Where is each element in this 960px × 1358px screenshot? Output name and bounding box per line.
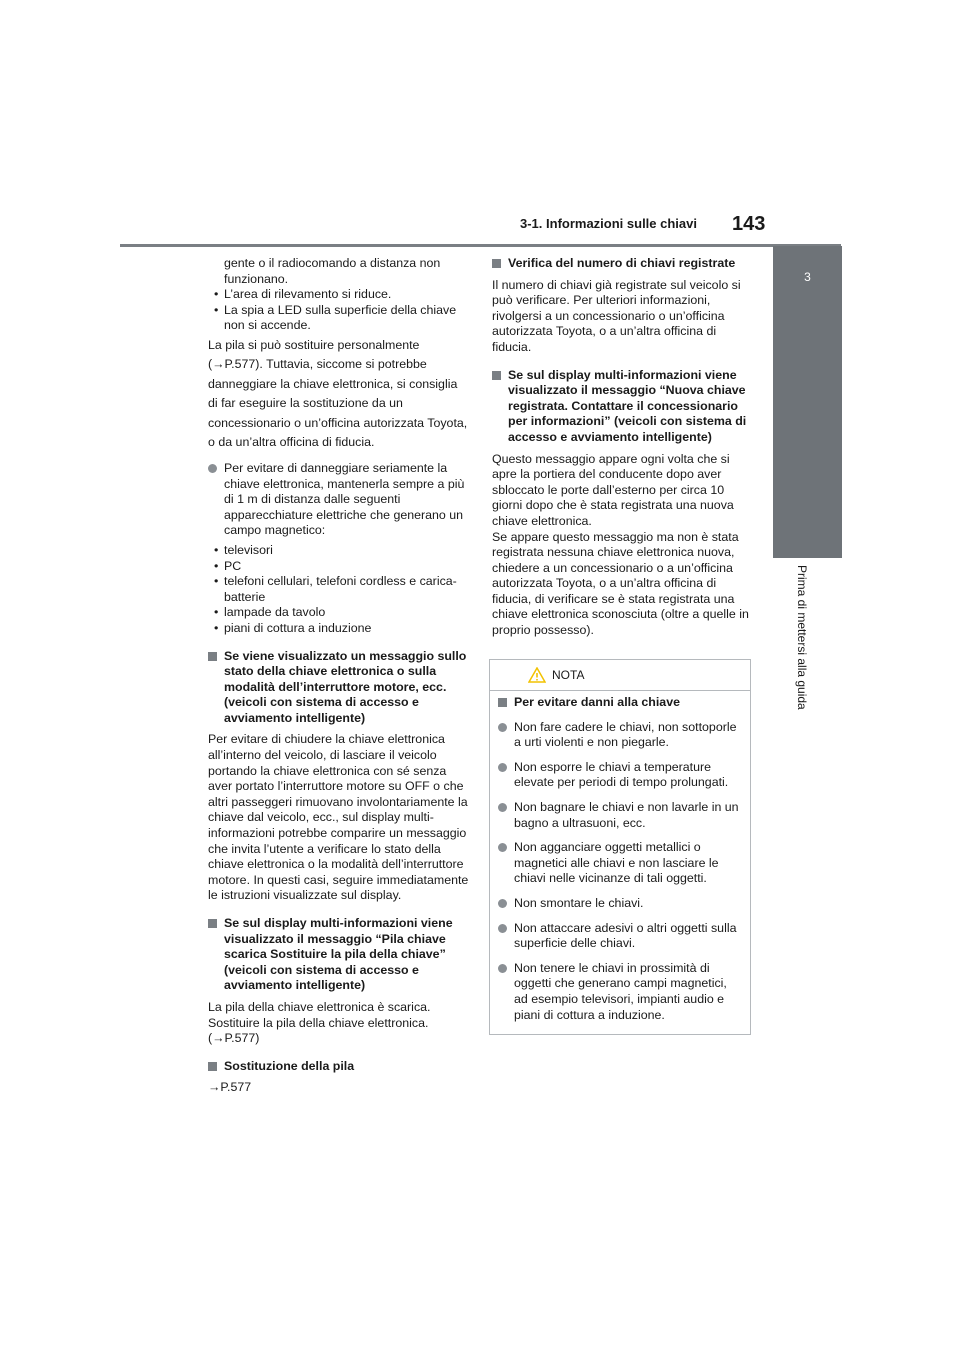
section-heading-text: Se sul display multi-informazioni viene visualizzato il messaggio “Pila chiave scarica Sostituire la pila della chiave” (veicoli con sistema di accesso e avviamento intelligente): [224, 916, 453, 993]
list-item: • L’area di rilevamento si riduce.: [208, 287, 470, 303]
section-heading-text: Se sul display multi-informazioni viene visualizzato il messaggio “Nuova chiave registrata. Contattare il concessionario per informazioni” (veicoli con sistema di accesso e avviamento intelligente): [508, 367, 747, 444]
circle-bullet-icon: [498, 899, 507, 908]
right-column: [492, 256, 754, 639]
nota-item: [498, 896, 742, 912]
nota-item-text: Non tenere le chiavi in prossimità di oggetti che generano campi magnetici, ad esempio televisori, impianti audio e piani di cottura a induzione.: [514, 960, 727, 1022]
nota-item-text: Non fare cadere le chiavi, non sottoporle a urti violenti e non piegarle.: [514, 719, 737, 750]
square-bullet-icon: [208, 919, 217, 928]
section-body: Sostituire la pila della chiave elettronica.: [208, 1015, 429, 1030]
page-reference: →P.577: [208, 1080, 252, 1095]
battery-paragraph: La pila si può sostituire personalmente (→P.577). Tuttavia, siccome si potrebbe danneggiare la chiave elettronica, si consiglia di far eseguire la sostituzione da un concessionario o un’officina autorizzata Toyota, o da un’altra officina di fiducia.: [208, 337, 468, 450]
section-heading: [492, 368, 754, 446]
nota-box: [489, 659, 751, 1035]
page-number: 143: [732, 213, 766, 235]
list-item: • PC: [208, 559, 470, 575]
circle-bullet-icon: [498, 924, 507, 933]
square-bullet-icon: [208, 652, 217, 661]
section-heading: [208, 1059, 470, 1075]
nota-heading: [498, 695, 742, 711]
list-item: • piani di cottura a induzione: [208, 621, 470, 637]
nota-body: [490, 691, 750, 1033]
continued-text: gente o il radiocomando a distanza non funzionano.: [224, 256, 441, 286]
circle-bullet-icon: [498, 803, 507, 812]
nota-item-text: Non esporre le chiavi a temperature elevate per periodi di tempo prolungati.: [514, 759, 729, 790]
nota-item: [498, 720, 742, 751]
nota-item-text: Non smontare le chiavi.: [514, 895, 644, 910]
page-reference: (→P.577): [208, 1031, 260, 1046]
nota-heading-text: Per evitare danni alla chiave: [514, 695, 680, 709]
section-body: Il numero di chiavi già registrate sul veicolo si può verificare. Per ulteriori informazioni, rivolgersi a un concessionario o un’officina autorizzata Toyota, o a un’altra officina di fiducia.: [492, 277, 741, 354]
nota-item-text: Non agganciare oggetti metallici o magnetici alle chiavi e non lasciare le chiavi nelle vicinanze di tali oggetti.: [514, 840, 719, 886]
nota-item: [498, 921, 742, 952]
circle-bullet-icon: [498, 763, 507, 772]
circle-bullet-icon: [498, 723, 507, 732]
section-heading: [208, 649, 470, 727]
circle-bullet-icon: [208, 464, 217, 473]
section-heading-text: Se viene visualizzato un messaggio sullo stato della chiave elettronica o sulla modalità dell’interruttore motore, ecc. (veicoli con sistema di accesso e avviamento intelligente): [224, 648, 467, 725]
nota-item: [498, 800, 742, 831]
square-bullet-icon: [498, 698, 507, 707]
section-heading-text: Sostituzione della pila: [224, 1058, 355, 1073]
section-heading-text: Verifica del numero di chiavi registrate: [508, 256, 736, 270]
square-bullet-icon: [492, 371, 501, 380]
list-item: • lampade da tavolo: [208, 605, 470, 621]
header-rule: [120, 244, 841, 247]
list-item: • telefoni cellulari, telefoni cordless e carica-batterie: [208, 574, 470, 605]
nota-header: [490, 660, 750, 691]
nota-item-text: Non bagnare le chiavi e non lavarle in un bagno a ultrasuoni, ecc.: [514, 799, 739, 830]
protect-note: [208, 461, 470, 539]
square-bullet-icon: [208, 1062, 217, 1071]
chapter-title: Prima di mettersi alla guida: [795, 565, 809, 710]
square-bullet-icon: [492, 259, 501, 268]
section-body: Questo messaggio appare ogni volta che si apre la portiera del conducente dopo aver sbloccato le porte dall’esterno per circa 10 giorni dopo che è stata registrata una nuova chiave elettronica.: [492, 451, 734, 528]
section-heading: [492, 256, 754, 272]
chapter-tab: [773, 246, 842, 558]
section-body: Se appare questo messaggio ma non è stata registrata nessuna chiave elettronica nuova, chiedere a un concessionario o a un’officina autorizzata Toyota, o a un’altra officina di fiducia, di verificare se è stata registrata una chiave elettronica sconosciuta (oltre a quelle in proprio possesso).: [492, 529, 749, 638]
section-heading: [208, 916, 470, 994]
nota-item: [498, 760, 742, 791]
list-item: • La spia a LED sulla superficie della chiave non si accende.: [208, 303, 470, 334]
nota-title: NOTA: [552, 668, 585, 682]
nota-item: [498, 840, 742, 887]
nota-item: [498, 961, 742, 1023]
warning-icon: [528, 667, 546, 683]
left-column: [208, 256, 470, 1096]
section-title: 3-1. Informazioni sulle chiavi: [520, 216, 697, 231]
section-body: Per evitare di chiudere la chiave elettronica all’interno del veicolo, di lasciare il veicolo portando la chiave elettronica con sé senza aver portato l’interruttore motore su OFF o che altri passeggeri rimuovano involontariamente la chiave dal veicolo, ecc., sul display multi-informazioni potrebbe comparire un messaggio che invita l’utente a verificare lo stato della chiave elettronica o la modalità dell’interruttore motore. In questi casi, seguire immediatamente le istruzioni visualizzate sul display.: [208, 732, 469, 903]
nota-item-text: Non attaccare adesivi o altri oggetti sulla superficie delle chiavi.: [514, 920, 737, 951]
chapter-number: 3: [804, 270, 811, 284]
circle-bullet-icon: [498, 843, 507, 852]
section-body: La pila della chiave elettronica è scarica.: [208, 999, 431, 1014]
protect-note-text: Per evitare di danneggiare seriamente la chiave elettronica, mantenerla sempre a più di 1 m di distanza dalle seguenti apparecchiature elettriche che generano un campo magnetico:: [224, 460, 465, 538]
list-item: • televisori: [208, 543, 470, 559]
circle-bullet-icon: [498, 964, 507, 973]
